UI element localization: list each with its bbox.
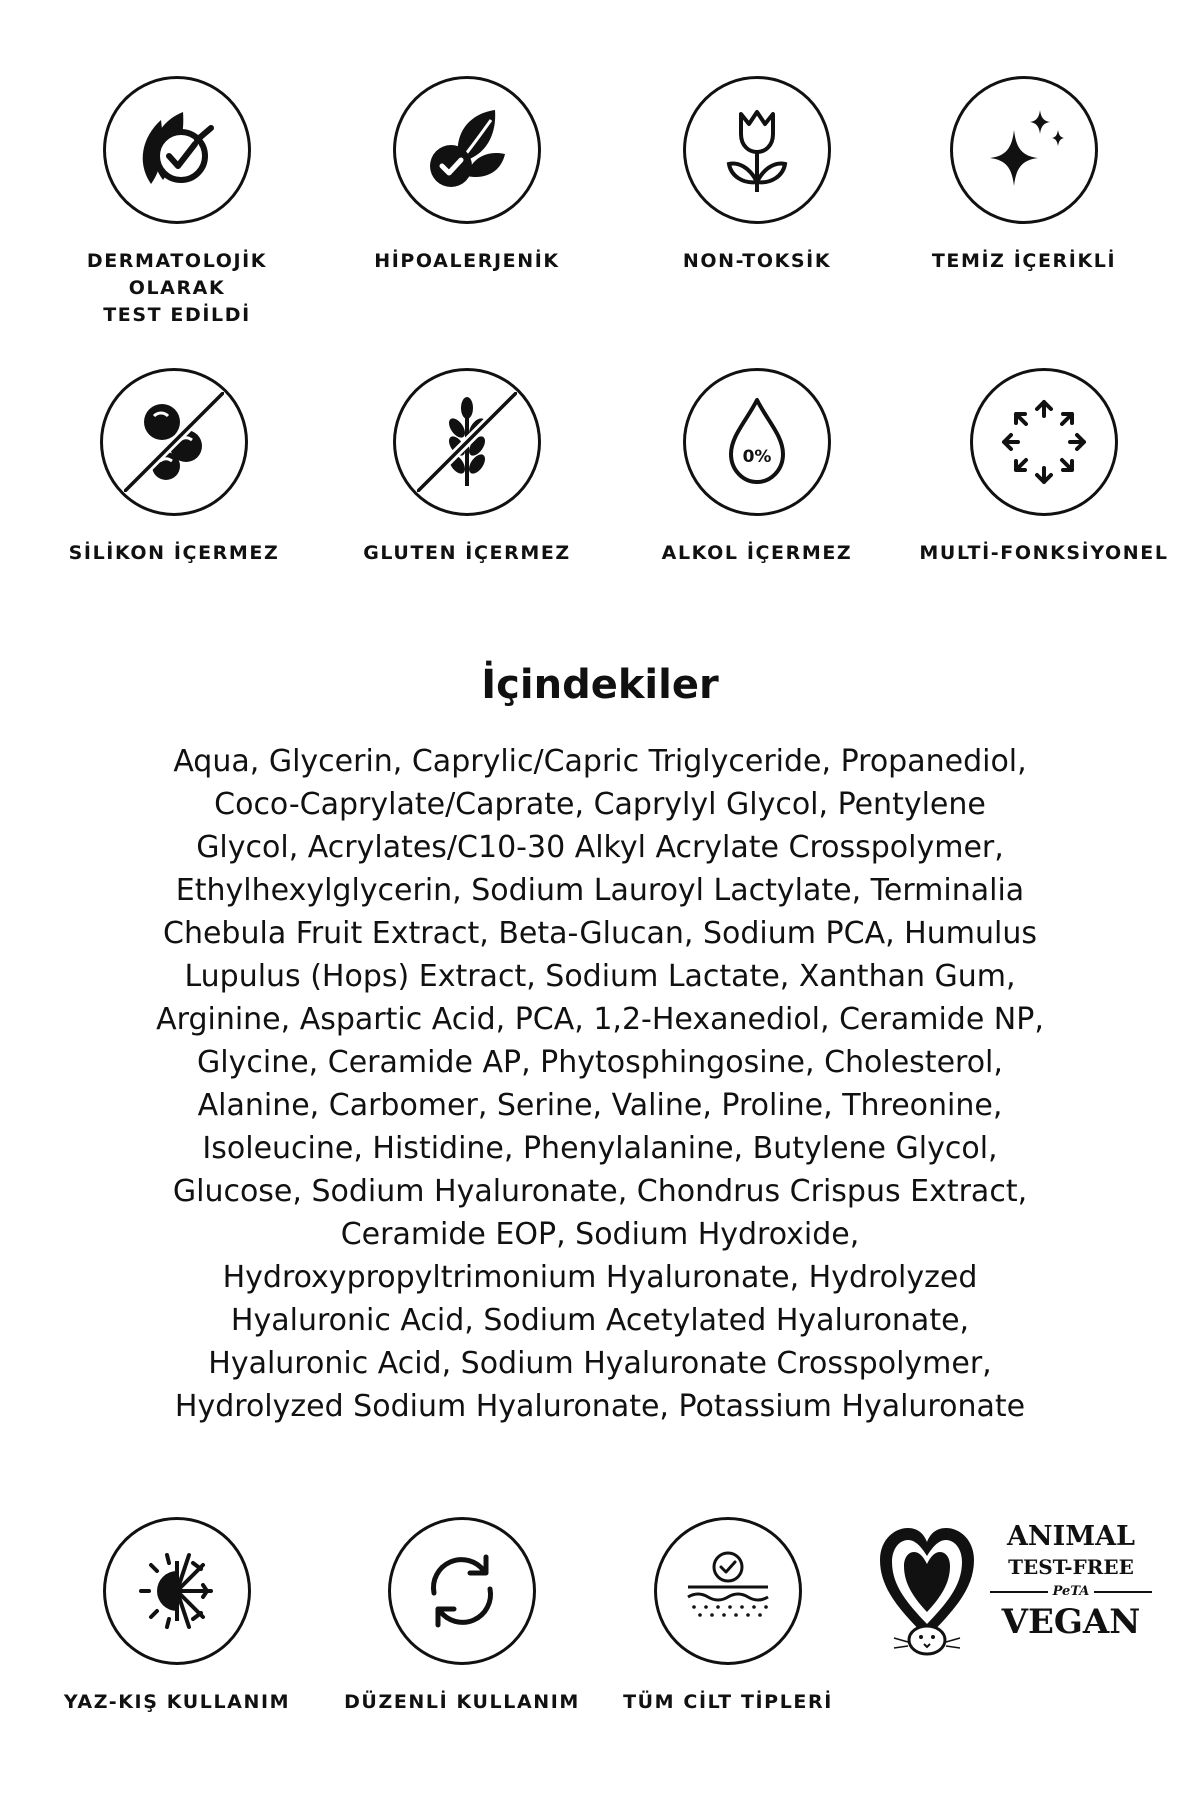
ingredients-line: Glycine, Ceramide AP, Phytosphingosine, Cholesterol, [197, 1045, 1003, 1080]
badge-dermatologically-tested [37, 76, 317, 329]
sun-snowflake-icon [127, 1541, 227, 1641]
refresh-arrows-icon [412, 1541, 512, 1641]
badge-circle [388, 1517, 536, 1665]
badge-gluten-free [327, 368, 607, 567]
peta-rule-right [1094, 1591, 1152, 1593]
ingredients-line: Alanine, Carbomer, Serine, Valine, Proline, Threonine, [197, 1088, 1003, 1123]
drop-percent-text: 0% [742, 447, 772, 467]
ingredients-line: Hydroxypropyltrimonium Hyaluronate, Hydrolyzed [222, 1260, 978, 1295]
peta-line-test-free: TEST-FREE [1008, 1555, 1134, 1579]
ingredients-line: Aqua, Glycerin, Caprylic/Capric Triglyceride, Propanediol, [173, 744, 1027, 779]
badge-label: NON-TOKSİK [682, 250, 832, 272]
ingredients-line: Hydrolyzed Sodium Hyaluronate, Potassium Hyaluronate [174, 1389, 1026, 1424]
peta-divider [990, 1580, 1152, 1602]
sparkle-icon [974, 100, 1074, 200]
peta-line-animal: ANIMAL [1006, 1521, 1136, 1552]
badge-label: GLUTEN İÇERMEZ [363, 542, 571, 564]
badge-circle [970, 368, 1118, 516]
leaf-berry-check-icon [417, 100, 517, 200]
badge-regular-use [322, 1517, 602, 1716]
ingredients-line: Arginine, Aspartic Acid, PCA, 1,2-Hexanediol, Ceramide NP, [156, 1002, 1044, 1037]
skin-layers-check-icon [678, 1541, 778, 1641]
peta-text-block [990, 1520, 1152, 1642]
ingredients-list [40, 740, 1160, 1428]
ingredients-line: Chebula Fruit Extract, Beta-Glucan, Sodium PCA, Humulus [163, 916, 1037, 951]
badge-circle [103, 76, 251, 224]
badge-hypoallergenic [327, 76, 607, 275]
badge-clean-ingredients [884, 76, 1164, 275]
badge-circle [103, 1517, 251, 1665]
badge-circle [683, 76, 831, 224]
ingredients-title: İçindekiler [481, 662, 719, 708]
badge-label: DERMATOLOJİK OLARAK TEST EDİLDİ [86, 250, 268, 326]
ingredients-line: Ceramide EOP, Sodium Hydroxide, [340, 1217, 860, 1252]
ingredients-line: Coco-Caprylate/Caprate, Caprylyl Glycol, Pentylene [214, 787, 986, 822]
leaf-check-icon [127, 100, 227, 200]
tulip-icon [707, 100, 807, 200]
peta-badge [872, 1520, 1152, 1660]
badge-non-toxic [617, 76, 897, 275]
badge-label: DÜZENLİ KULLANIM [344, 1691, 580, 1713]
badge-label: TEMİZ İÇERİKLİ [931, 250, 1117, 272]
badge-all-skin-types [588, 1517, 868, 1716]
multi-arrows-icon [994, 392, 1094, 492]
badge-label: MULTİ-FONKSİYONEL [919, 542, 1169, 564]
peta-rule-left [990, 1591, 1048, 1593]
badge-circle [393, 76, 541, 224]
ingredients-line: Glucose, Sodium Hyaluronate, Chondrus Crispus Extract, [172, 1174, 1028, 1209]
badge-label: YAZ-KIŞ KULLANIM [63, 1691, 291, 1713]
ingredients-line: Hyaluronic Acid, Sodium Acetylated Hyaluronate, [230, 1303, 970, 1338]
badge-label: TÜM CİLT TİPLERİ [623, 1691, 833, 1713]
silicone-free-icon [124, 392, 224, 492]
peta-line-vegan: VEGAN [1001, 1602, 1141, 1642]
badge-label: HİPOALERJENİK [374, 250, 560, 272]
badge-circle [393, 368, 541, 516]
ingredients-line: Isoleucine, Histidine, Phenylalanine, Butylene Glycol, [202, 1131, 998, 1166]
peta-logo: PeTA [1052, 1584, 1090, 1599]
badge-label: SİLİKON İÇERMEZ [68, 542, 280, 564]
badge-summer-winter-use [37, 1517, 317, 1716]
badge-circle [683, 368, 831, 516]
badge-circle [100, 368, 248, 516]
badge-alcohol-free [617, 368, 897, 567]
badge-label: ALKOL İÇERMEZ [661, 542, 853, 564]
ingredients-line: Hyaluronic Acid, Sodium Hyaluronate Crosspolymer, [208, 1346, 992, 1381]
gluten-free-icon [417, 392, 517, 492]
ingredients-line: Glycol, Acrylates/C10-30 Alkyl Acrylate Crosspolymer, [196, 830, 1004, 865]
ingredients-line: Ethylhexylglycerin, Sodium Lauroyl Lactylate, Terminalia [175, 873, 1025, 908]
badge-silicone-free [34, 368, 314, 567]
alcohol-free-drop-icon [707, 392, 807, 492]
badge-circle [654, 1517, 802, 1665]
peta-bunny-heart-icon [872, 1520, 982, 1660]
badge-circle [950, 76, 1098, 224]
badge-multi-functional [904, 368, 1184, 567]
ingredients-line: Lupulus (Hops) Extract, Sodium Lactate, Xanthan Gum, [184, 959, 1016, 994]
